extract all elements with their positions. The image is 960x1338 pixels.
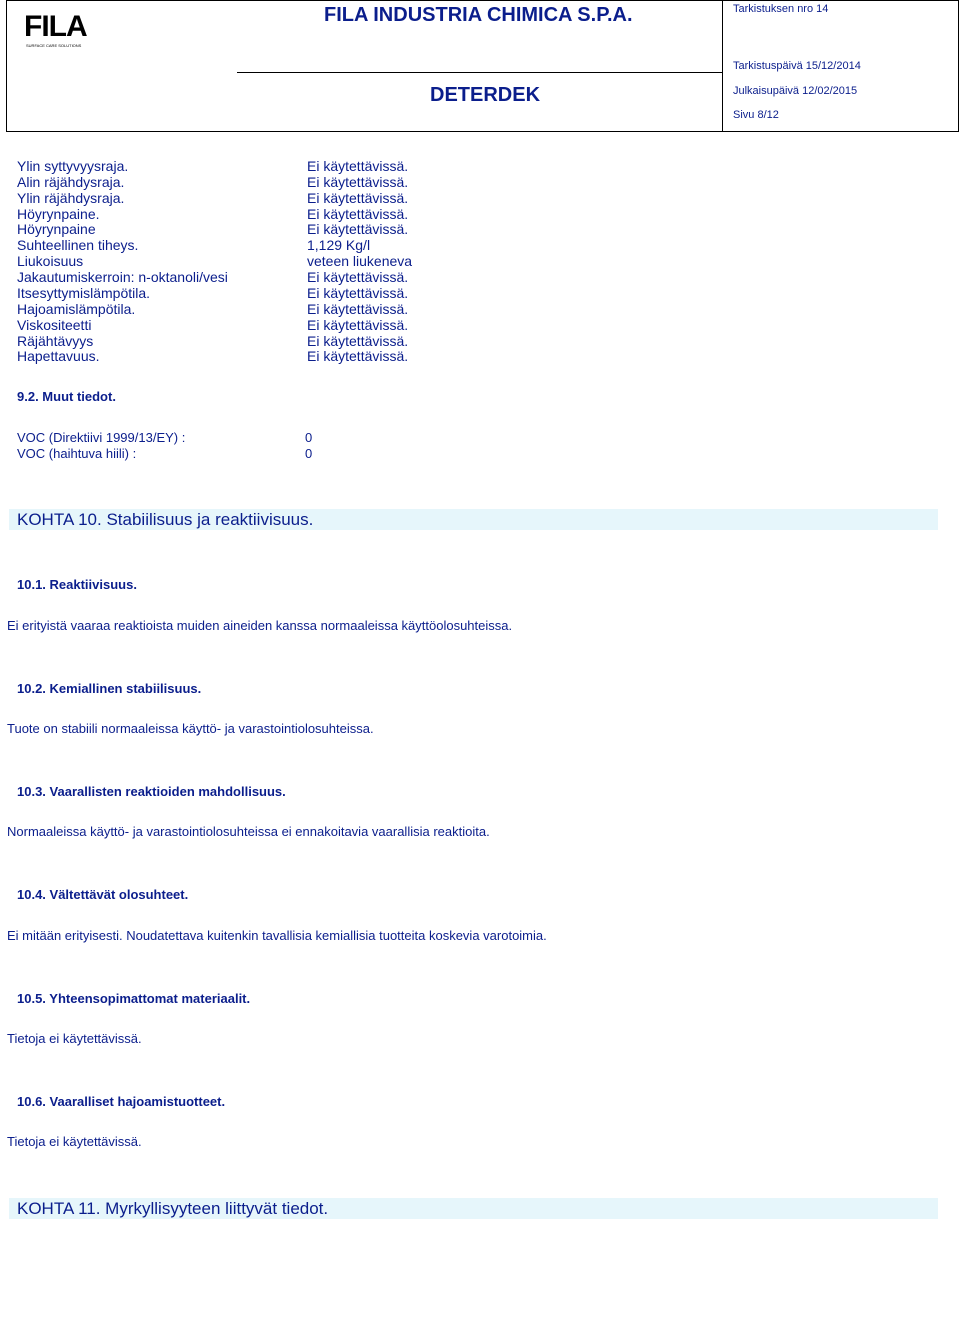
page-number: Sivu 8/12 [733,109,779,121]
subsection-text: Tuote on stabiili normaaleissa käyttö- ja varastointiolosuhteissa. [7,721,374,736]
property-label: Viskositeetti [17,317,92,333]
subsection-heading: 10.6. Vaaralliset hajoamistuotteet. [17,1094,226,1109]
property-label: Liukoisuus [17,253,84,269]
property-value: Ei käytettävissä. [307,333,409,349]
section-11-bar [9,1198,938,1219]
header-border-top [6,0,959,1]
property-value: Ei käytettävissä. [307,348,409,364]
header-divider-vertical [722,0,723,132]
property-value: Ei käytettävissä. [307,174,409,190]
property-value: Ei käytettävissä. [307,221,409,237]
property-value: 1,129 Kg/l [307,237,371,253]
subsection-text: Ei mitään erityisesti. Noudatettava kuitenkin tavallisia kemiallisia tuotteita koskevia varotoimia. [7,928,547,943]
section-10-title: KOHTA 10. Stabiilisuus ja reaktiivisuus. [17,510,314,529]
property-label: Höyrynpaine. [17,206,100,222]
subsection-heading: 10.5. Yhteensopimattomat materiaalit. [17,991,251,1006]
header-border-left [6,0,7,132]
header-border-right [958,0,959,132]
header-divider-horizontal [237,72,723,73]
property-label: Jakautumiskerroin: n-oktanoli/vesi [17,269,228,285]
section-10-bar [9,509,938,530]
company-name: FILA INDUSTRIA CHIMICA S.P.A. [324,4,633,26]
voc-carbon-label: VOC (haihtuva hiili) : [17,446,137,461]
subsection-text: Normaaleissa käyttö- ja varastointiolosuhteissa ei ennakoitavia vaarallisia reaktioita. [7,824,490,839]
voc-directive-label: VOC (Direktiivi 1999/13/EY) : [17,430,186,445]
property-label: Alin räjähdysraja. [17,174,125,190]
voc-directive-value: 0 [305,430,313,445]
property-value: Ei käytettävissä. [307,206,409,222]
property-label: Itsesyttymislämpötila. [17,285,151,301]
property-label: Hapettavuus. [17,348,100,364]
property-value: Ei käytettävissä. [307,190,409,206]
property-value: Ei käytettävissä. [307,158,409,174]
property-label: Ylin syttyvyysraja. [17,158,129,174]
publish-date: Julkaisupäivä 12/02/2015 [733,85,858,97]
property-label: Räjähtävyys [17,333,94,349]
property-label: Hajoamislämpötila. [17,301,136,317]
revision-date: Tarkistuspäivä 15/12/2014 [733,60,861,72]
subsection-text: Tietoja ei käytettävissä. [7,1031,142,1046]
logo-wordmark: FILA [24,10,87,43]
voc-carbon-value: 0 [305,446,313,461]
property-label: Höyrynpaine [17,221,96,237]
property-value: Ei käytettävissä. [307,301,409,317]
subsection-heading-9-2: 9.2. Muut tiedot. [17,389,116,404]
subsection-text: Ei erityistä vaaraa reaktioista muiden aineiden kanssa normaaleissa käyttöolosuhteissa. [7,618,513,633]
section-11-title: KOHTA 11. Myrkyllisyyteen liittyvät tiedot. [17,1199,329,1218]
property-label: Suhteellinen tiheys. [17,237,139,253]
header-border-bottom [6,131,959,132]
property-label: Ylin räjähdysraja. [17,190,125,206]
logo-tagline: SURFACE CARE SOLUTIONS [26,43,82,48]
property-value: Ei käytettävissä. [307,317,409,333]
property-value: Ei käytettävissä. [307,285,409,301]
subsection-text: Tietoja ei käytettävissä. [7,1134,142,1149]
product-name: DETERDEK [430,84,541,106]
revision-number: Tarkistuksen nro 14 [733,3,829,15]
property-value: veteen liukeneva [307,253,413,269]
document-header [6,0,959,132]
property-value: Ei käytettävissä. [307,269,409,285]
subsection-heading: 10.2. Kemiallinen stabiilisuus. [17,681,202,696]
subsection-heading: 10.1. Reaktiivisuus. [17,577,137,592]
subsection-heading: 10.4. Vältettävät olosuhteet. [17,887,189,902]
subsection-heading: 10.3. Vaarallisten reaktioiden mahdollisuus. [17,784,286,799]
company-logo [14,6,104,52]
